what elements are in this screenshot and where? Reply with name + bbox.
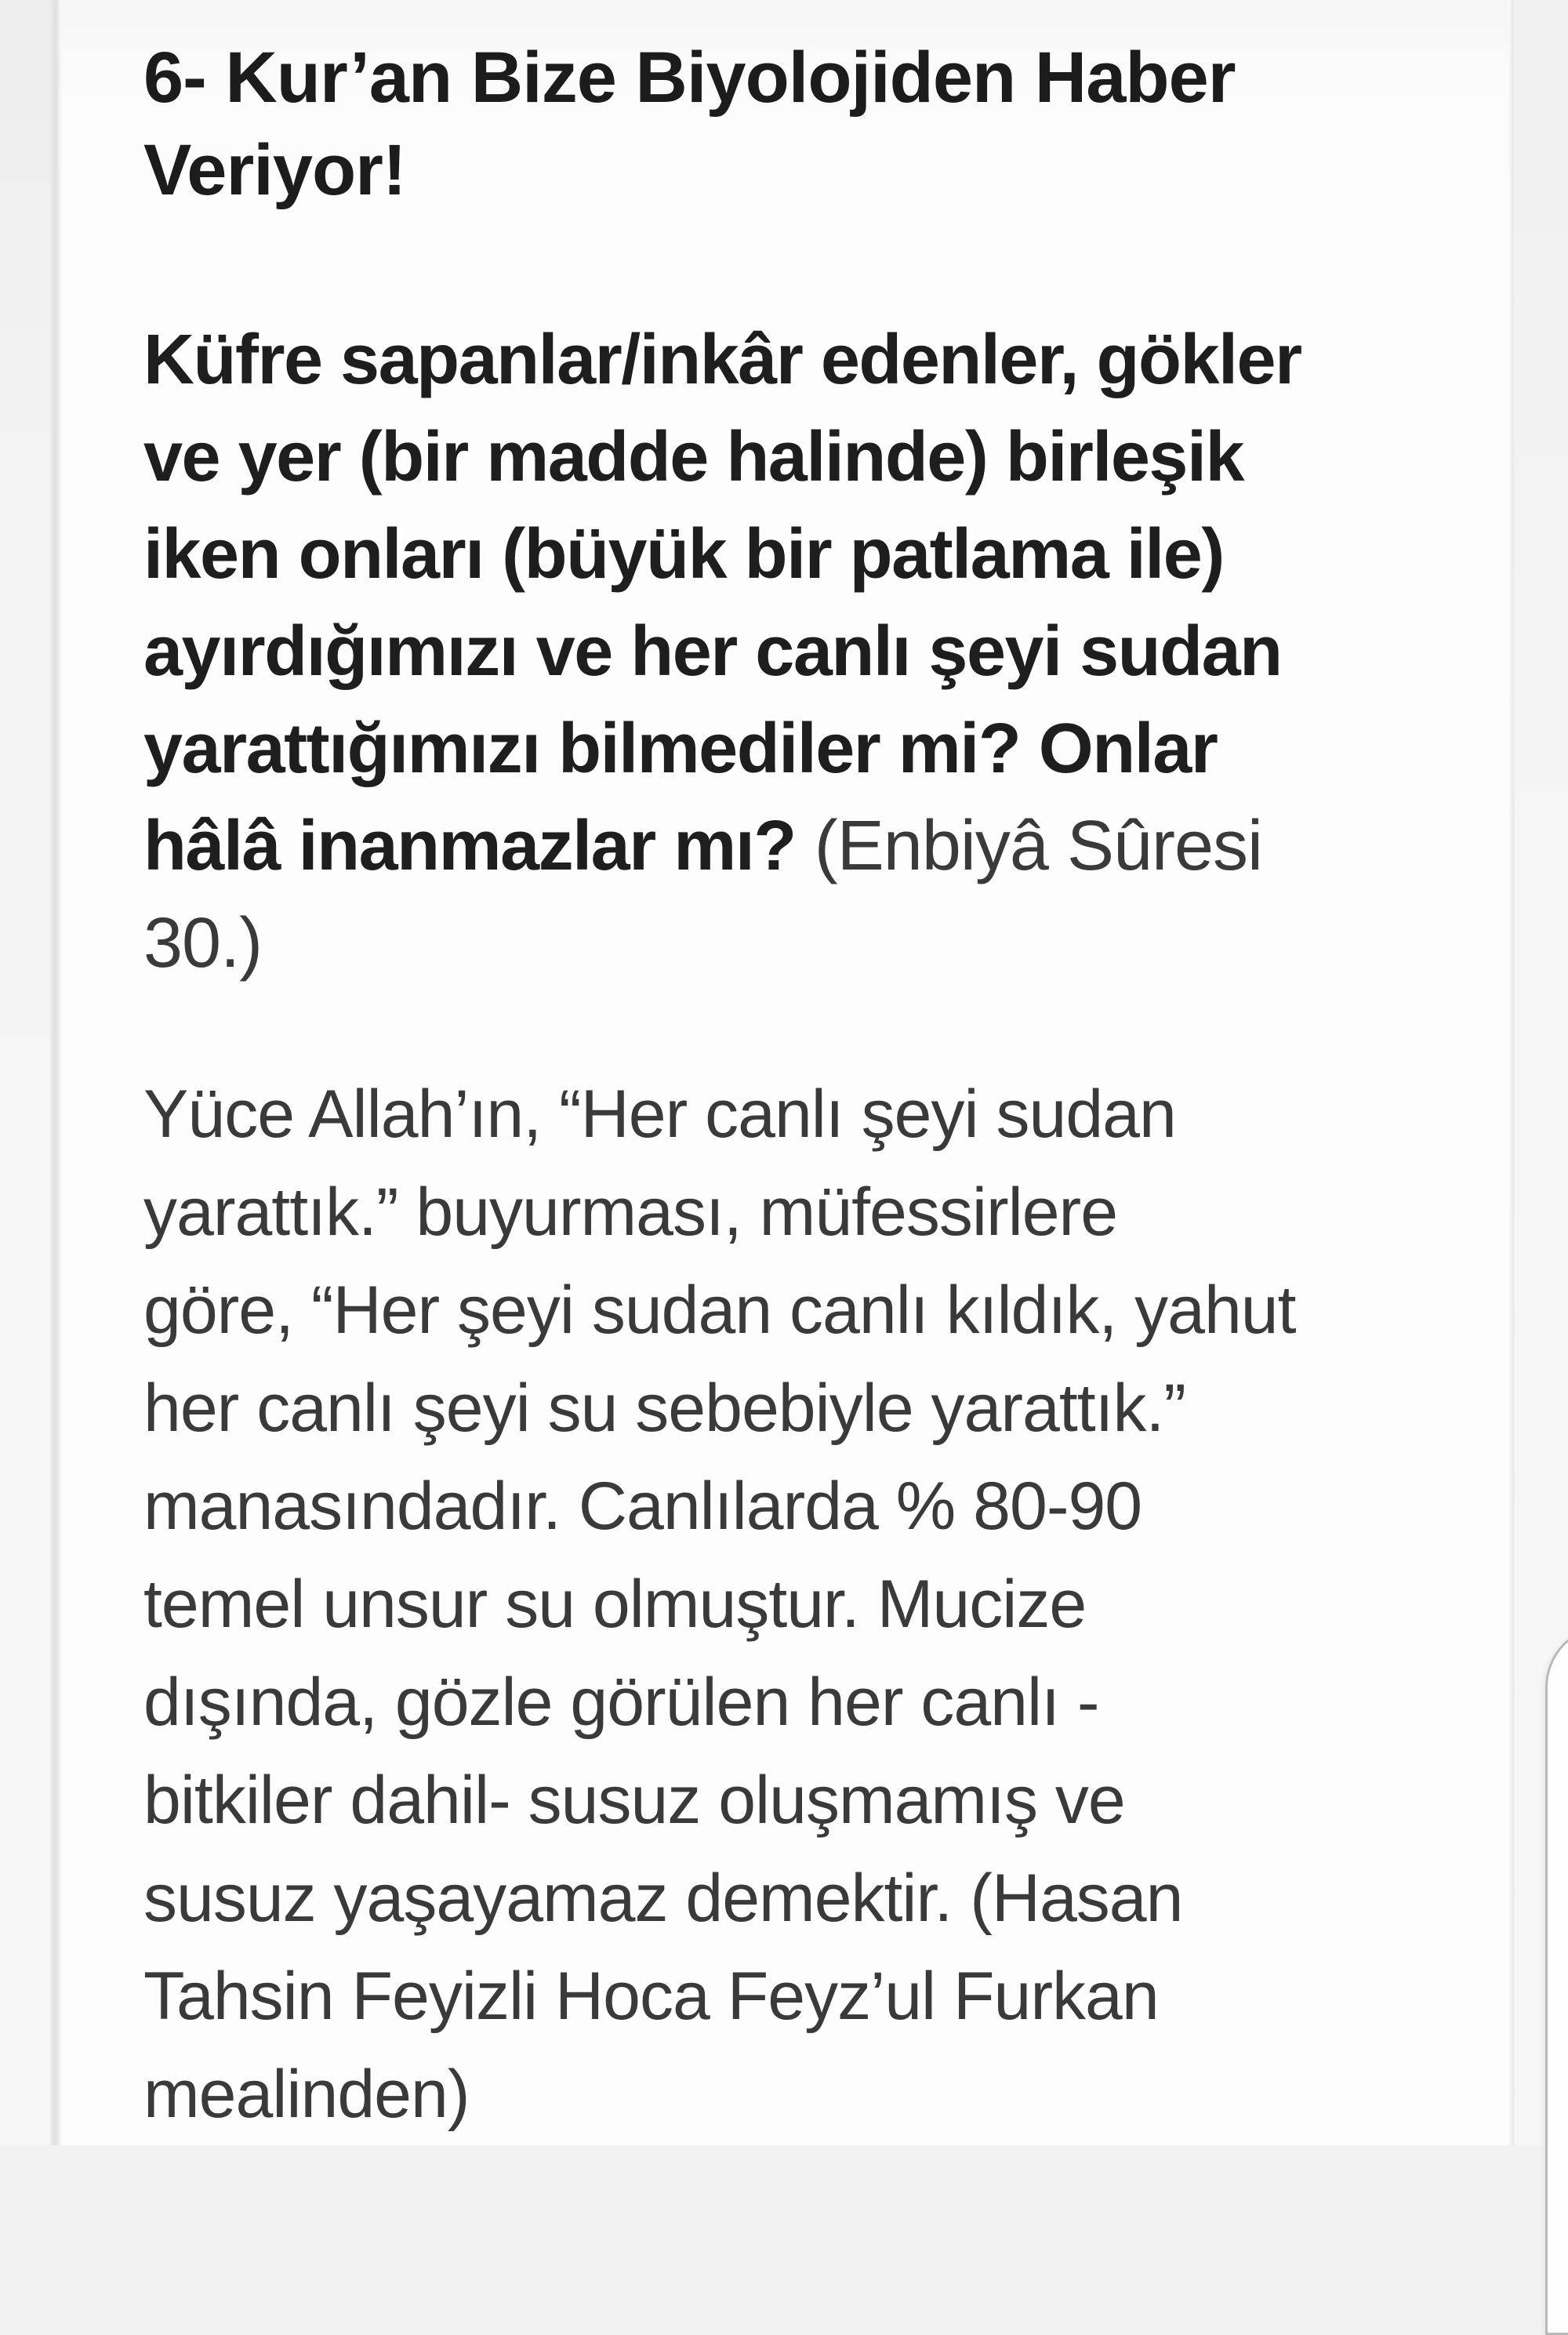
verse-line: ve yer (bir madde halinde) birleşik — [143, 418, 1244, 496]
verse-line-with-citation — [143, 797, 1508, 895]
commentary-line: dışında, gözle görülen her canlı - — [143, 1665, 1099, 1740]
verse-line: Küfre sapanlar/inkâr edenler, gökler — [143, 321, 1301, 399]
commentary-line: susuz yaşayamaz demektir. (Hasan — [143, 1861, 1183, 1936]
verse-line: yarattığımızı bilmediler mi? Onlar — [143, 710, 1218, 788]
verse-line: iken onları (büyük bir patlama ile) — [143, 515, 1224, 594]
verse-paragraph — [143, 311, 1508, 992]
article-title — [143, 31, 1508, 216]
commentary-line: temel unsur su olmuştur. Mucize — [143, 1567, 1087, 1642]
commentary-line: yarattık.” buyurması, müfessirlere — [143, 1175, 1118, 1250]
commentary-line: bitkiler dahil- susuz oluşmamış ve — [143, 1763, 1125, 1838]
article-title-line-1: 6- Kur’an Bize Biyolojiden Haber — [143, 38, 1236, 118]
page-left-edge-divider — [50, 0, 62, 2145]
verse-bold-fragment: hâlâ inanmazlar mı? — [143, 807, 796, 885]
commentary-line: mealinden) — [143, 2057, 470, 2132]
commentary-line: Yüce Allah’ın, “Her canlı şeyi sudan — [143, 1077, 1176, 1152]
verse-citation-number: 30.) — [143, 904, 263, 982]
article-content — [62, 0, 1508, 2144]
commentary-line: Tahsin Feyizli Hoca Feyz’ul Furkan — [143, 1959, 1159, 2034]
commentary-paragraph — [143, 1066, 1508, 2144]
page-left-gutter — [0, 0, 50, 2145]
article-page — [62, 0, 1508, 2145]
verse-line: ayırdığımızı ve her canlı şeyi sudan — [143, 612, 1282, 691]
commentary-line: her canlı şeyi su sebebiyle yarattık.” — [143, 1371, 1186, 1446]
commentary-line: göre, “Her şeyi sudan canlı kıldık, yahut — [143, 1273, 1296, 1348]
page-right-edge-divider — [1508, 0, 1515, 2145]
commentary-line: manasındadır. Canlılarda % 80-90 — [143, 1469, 1142, 1544]
article-title-line-2: Veriyor! — [143, 130, 406, 210]
edge-panel-corner[interactable] — [1545, 1625, 1568, 2335]
verse-citation-fragment: (Enbiyâ Sûresi — [795, 807, 1263, 885]
